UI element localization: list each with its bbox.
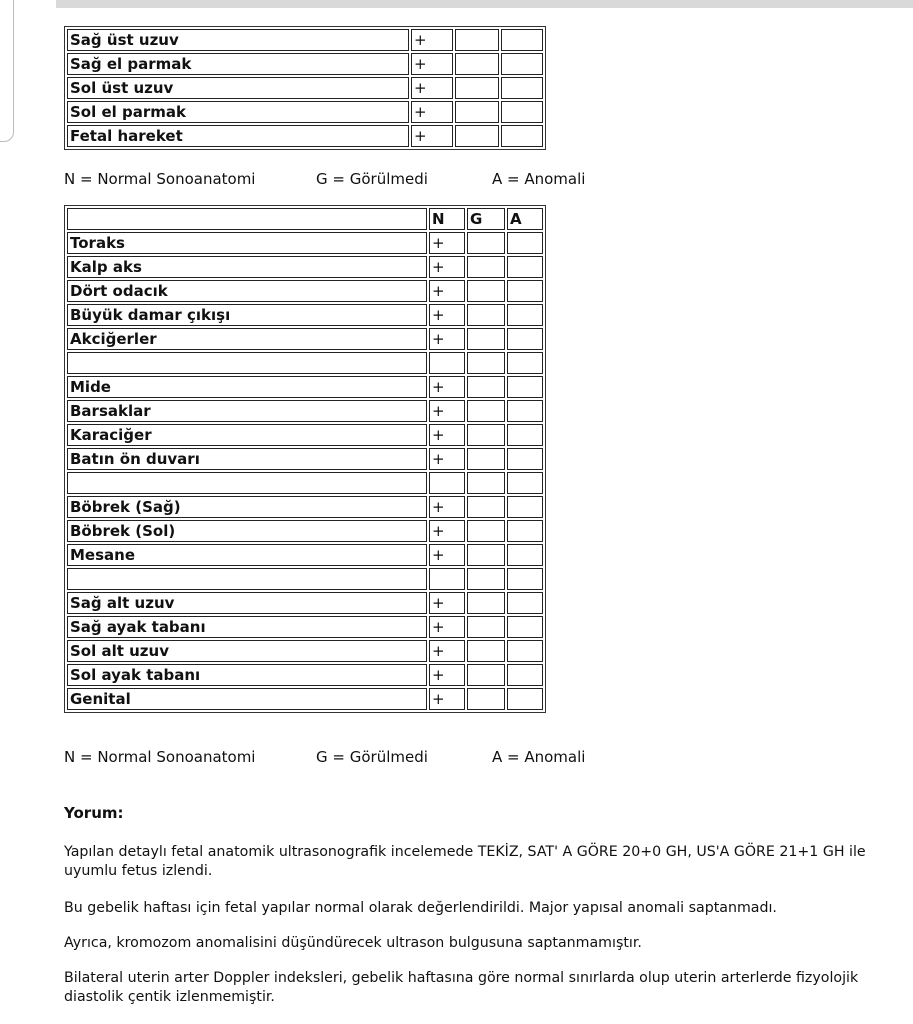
cell-g [467,592,505,614]
row-label [67,472,427,494]
anatomy-table-top [64,26,546,150]
legend-normal: N = Normal Sonoanatomi [64,748,256,766]
cell-a [507,592,543,614]
anatomy-table-top-body [67,29,543,147]
cell-a [507,520,543,542]
row-label: Sol el parmak [67,101,409,123]
cell-a [507,376,543,398]
row-label: Sol alt uzuv [67,640,427,662]
cell-g [455,125,499,147]
table-row [67,77,543,99]
table-row-spacer [67,352,543,374]
cell-g [467,424,505,446]
cell-a [507,232,543,254]
cell-n: + [429,304,465,326]
comment-paragraph: Bu gebelik haftası için fetal yapılar normal olarak değerlendirildi. Major yapısal anomali saptanmadı. [64,900,777,916]
cell-a [507,448,543,470]
cell-a [501,77,543,99]
table-row [67,125,543,147]
row-label: Sağ ayak tabanı [67,616,427,638]
cell-g [467,688,505,710]
cell-a [507,688,543,710]
row-label: Böbrek (Sağ) [67,496,427,518]
row-label: Barsaklar [67,400,427,422]
cell-n: + [429,256,465,278]
legend-normal: N = Normal Sonoanatomi [64,170,256,188]
cell-g [467,496,505,518]
cell-g [467,568,505,590]
row-label: Sol ayak tabanı [67,664,427,686]
row-label: Dört odacık [67,280,427,302]
legend-anomaly: A = Anomali [492,170,586,188]
cell-g [467,544,505,566]
table-row [67,520,543,542]
row-label: Sağ el parmak [67,53,409,75]
cell-n: + [411,125,453,147]
table-row [67,496,543,518]
cell-g [467,472,505,494]
cell-a [507,304,543,326]
comment-paragraph: Bilateral uterin arter Doppler indeksleri, gebelik haftasına göre normal sınırlarda olup uterin arterlerde fizyolojik diastolik çentik izlenmemiştir. [64,970,859,1005]
row-label: Mide [67,376,427,398]
table-row [67,616,543,638]
table-row [67,280,543,302]
cell-g [467,352,505,374]
cell-a [507,544,543,566]
table-row [67,592,543,614]
row-label: Sol üst uzuv [67,77,409,99]
header-n: N [429,208,465,230]
cell-g [455,101,499,123]
cell-g [467,520,505,542]
row-label: Sağ alt uzuv [67,592,427,614]
header-a: A [507,208,543,230]
table-row [67,29,543,51]
cell-a [507,256,543,278]
cell-n: + [429,328,465,350]
row-label: Böbrek (Sol) [67,520,427,542]
row-label: Akciğerler [67,328,427,350]
cell-a [507,280,543,302]
top-divider [56,0,913,8]
table-row [67,53,543,75]
window-edge-fragment [0,0,14,142]
table-row [67,544,543,566]
cell-a [507,424,543,446]
cell-g [467,400,505,422]
cell-g [467,616,505,638]
cell-n: + [429,520,465,542]
table-row [67,400,543,422]
table-header-row [67,208,543,230]
cell-a [507,352,543,374]
row-label: Sağ üst uzuv [67,29,409,51]
row-label: Fetal hareket [67,125,409,147]
cell-n [429,568,465,590]
cell-a [507,640,543,662]
cell-n: + [429,496,465,518]
row-label: Toraks [67,232,427,254]
table-row [67,664,543,686]
cell-a [501,101,543,123]
cell-g [467,280,505,302]
table-row [67,376,543,398]
cell-n: + [429,544,465,566]
cell-a [507,400,543,422]
cell-n: + [429,232,465,254]
cell-n: + [429,448,465,470]
row-label: Genital [67,688,427,710]
cell-n: + [411,29,453,51]
anatomy-table-main-head [67,208,543,230]
cell-a [501,29,543,51]
comment-paragraph: Yapılan detaylı fetal anatomik ultrasonografik incelemede TEKİZ, SAT' A GÖRE 20+0 GH, US'A GÖRE 21+1 GH ile uyumlu fetus izlendi. [64,844,866,879]
cell-g [455,53,499,75]
table-row [67,448,543,470]
cell-n: + [429,280,465,302]
table-row [67,304,543,326]
table-row [67,688,543,710]
cell-n: + [429,376,465,398]
cell-n: + [411,101,453,123]
cell-g [467,376,505,398]
legend-anomaly: A = Anomali [492,748,586,766]
row-label: Kalp aks [67,256,427,278]
cell-a [507,568,543,590]
row-label: Mesane [67,544,427,566]
cell-n: + [429,592,465,614]
table-row [67,328,543,350]
cell-a [507,616,543,638]
row-label: Batın ön duvarı [67,448,427,470]
table-row [67,232,543,254]
cell-a [507,664,543,686]
cell-a [507,328,543,350]
anatomy-table-main-body [67,232,543,710]
row-label [67,568,427,590]
legend-not-seen: G = Görülmedi [316,170,428,188]
cell-n: + [429,640,465,662]
cell-n [429,352,465,374]
anatomy-table-main [64,205,546,713]
cell-g [467,256,505,278]
table-row [67,424,543,446]
cell-n: + [429,664,465,686]
header-g: G [467,208,505,230]
cell-g [467,448,505,470]
cell-a [501,53,543,75]
header-label [67,208,427,230]
cell-g [455,77,499,99]
comment-paragraph: Ayrıca, kromozom anomalisini düşündürecek ultrason bulgusuna saptanmamıştır. [64,935,642,951]
row-label: Büyük damar çıkışı [67,304,427,326]
cell-n: + [429,400,465,422]
cell-n: + [411,77,453,99]
cell-a [501,125,543,147]
table-row [67,101,543,123]
cell-n: + [411,53,453,75]
table-row [67,640,543,662]
cell-g [467,328,505,350]
cell-g [467,640,505,662]
table-row-spacer [67,568,543,590]
cell-g [467,232,505,254]
legend-not-seen: G = Görülmedi [316,748,428,766]
cell-n: + [429,688,465,710]
comment-title: Yorum: [64,804,124,822]
row-label: Karaciğer [67,424,427,446]
cell-n: + [429,616,465,638]
table-row-spacer [67,472,543,494]
row-label [67,352,427,374]
cell-n: + [429,424,465,446]
cell-a [507,472,543,494]
cell-n [429,472,465,494]
cell-g [467,304,505,326]
cell-g [467,664,505,686]
cell-g [455,29,499,51]
table-row [67,256,543,278]
cell-a [507,496,543,518]
